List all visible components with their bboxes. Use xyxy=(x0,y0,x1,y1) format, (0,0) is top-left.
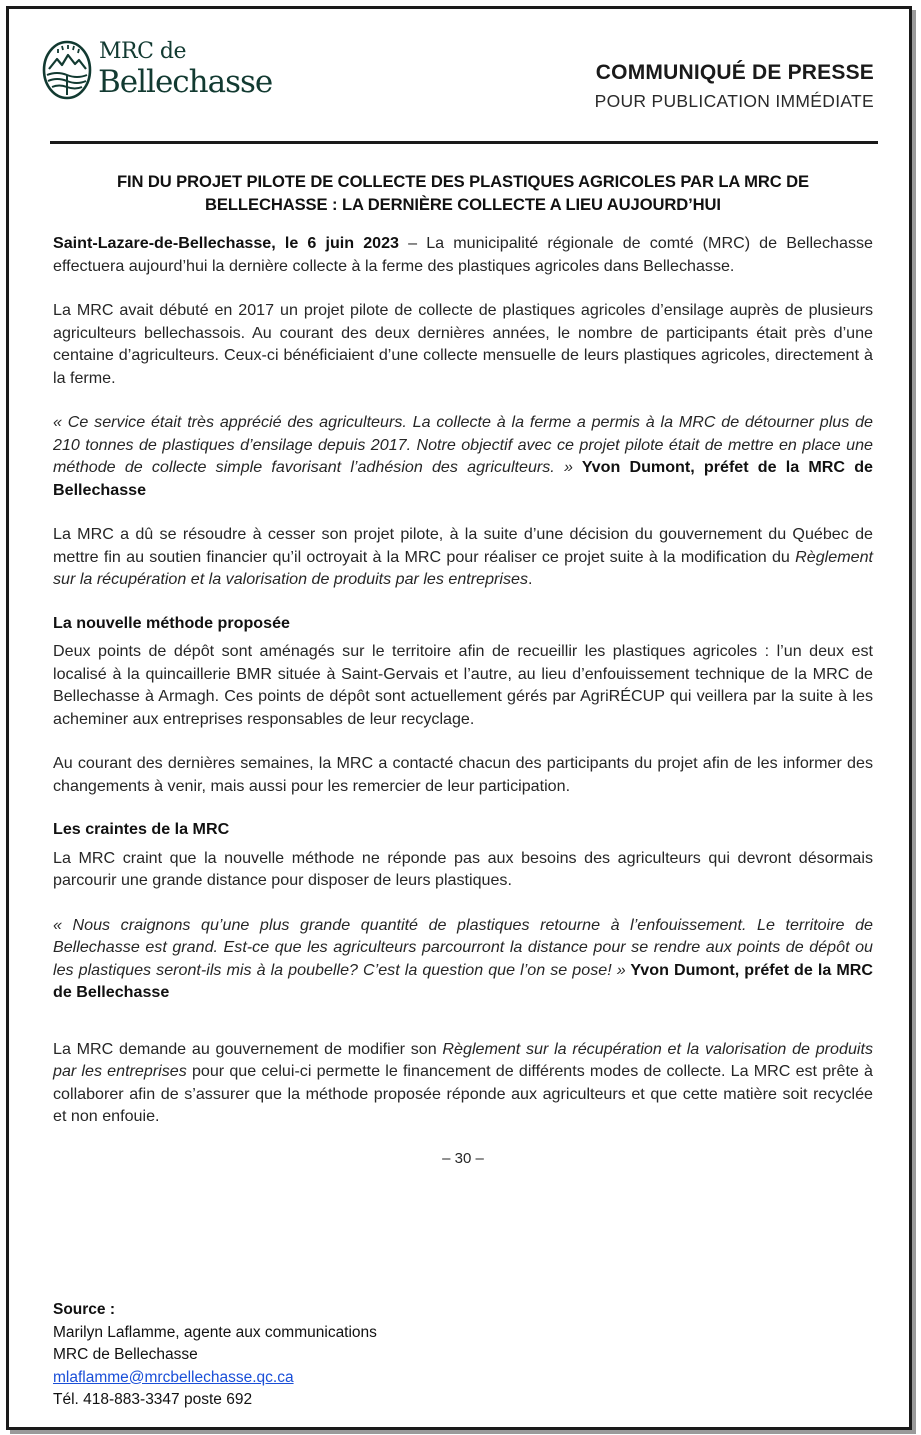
paragraph-participants: Au courant des dernières semaines, la MRC a contacté chacun des participants du projet afin de les informer des changements à venir, mais aussi pour les remercier de leur participation. xyxy=(53,754,873,795)
quote-prefet-1 xyxy=(53,411,873,501)
source-block xyxy=(53,1299,377,1412)
source-name: Marilyn Laflamme, agente aux communications xyxy=(53,1323,377,1341)
request-text: La MRC demande au gouvernement de modifier son xyxy=(53,1039,443,1058)
paragraph-request xyxy=(53,1038,873,1128)
paragraph-decision xyxy=(53,523,873,591)
source-phone: Tél. 418-883-3347 poste 692 xyxy=(53,1391,253,1408)
source-label: Source : xyxy=(53,1301,116,1318)
paragraph-fears: La MRC craint que la nouvelle méthode ne réponde pas aux besoins des agriculteurs qui devront désormais parcourir une grande distance pour disposer de leurs plastiques. xyxy=(53,848,873,889)
headline-line2: BELLECHASSE : LA DERNIÈRE COLLECTE A LIEU AUJOURD’HUI xyxy=(205,195,721,214)
press-release-body xyxy=(53,170,873,1170)
source-org: MRC de Bellechasse xyxy=(53,1346,198,1363)
decision-text: La MRC a dû se résoudre à cesser son projet pilote, à la suite d’une décision du gouvernement du Québec de mettre fin au soutien financier qu’il octroyait à la MRC pour réaliser ce projet suite à la modification du xyxy=(53,525,873,566)
mrc-emblem-icon xyxy=(41,39,93,101)
header-divider xyxy=(50,141,878,144)
headline-line1: FIN DU PROJET PILOTE DE COLLECTE DES PLASTIQUES AGRICOLES PAR LA MRC DE xyxy=(116,172,810,191)
quote-text: « Ce service était très apprécié des agriculteurs. La collecte à la ferme a permis à la MRC de détourner plus de 210 tonnes de plastiques d’ensilage depuis 2017. Notre objectif avec ce projet pilote était de mettre en place une méthode de collecte simple favorisant l’adhésion des agriculteurs. » xyxy=(53,413,873,476)
headline xyxy=(53,170,873,216)
dateline: Saint-Lazare-de-Bellechasse, le 6 juin 2023 xyxy=(53,234,400,252)
regulation-title: Règlement sur la récupération et la valorisation de produits par les entreprises xyxy=(53,547,873,588)
press-title: COMMUNIQUÉ DE PRESSE xyxy=(595,61,874,84)
intro-text: – La municipalité régionale de comté (MRC) de Bellechasse effectuera aujourd’hui la dernière collecte à la ferme des plastiques agricoles dans Bellechasse. xyxy=(53,234,873,275)
spacer xyxy=(53,1026,873,1038)
quote-text: « Nous craignons qu’une plus grande quantité de plastiques retourne à l’enfouissement. Le territoire de Bellechasse est grand. Est-ce que les agriculteurs parcourront la distance pour se rendre aux points de dépôt ou les plastiques seront-ils mis à la poubelle? C’est la question que l’on se pose! » xyxy=(53,915,873,979)
section-heading-method: La nouvelle méthode proposée xyxy=(53,613,290,632)
paragraph-drop-points: Deux points de dépôt sont aménagés sur le territoire afin de recueillir les plastiques agricoles : l’un deux est localisé à la quincaillerie BMR située à Saint-Gervais et l’autre, au lieu d’enfouissement technique de la MRC de Bellechasse à Armagh. Ces points de dépôt sont actuellement gérés par AgriRÉCUP qui veillera par la suite à les acheminer aux entreprises responsables de leur recyclage. xyxy=(53,642,873,728)
decision-text-end: . xyxy=(528,570,533,588)
press-header xyxy=(595,61,874,112)
section-heading-fears: Les craintes de la MRC xyxy=(53,820,230,838)
request-text-end: pour que celui-ci permette le financement de différents modes de collecte. La MRC est prête à collaborer afin de s’assurer que la méthode proposée réponde aux agriculteurs et que cette matière soit recyclée et non enfouie. xyxy=(53,1062,873,1125)
quote-attribution: Yvon Dumont, préfet de la MRC de Bellechasse xyxy=(53,458,874,499)
quote-prefet-2 xyxy=(53,914,873,1004)
end-mark: – 30 – xyxy=(442,1149,484,1167)
mrc-logo xyxy=(41,37,281,107)
logo-text-line1: MRC de xyxy=(99,39,187,64)
press-subtitle: POUR PUBLICATION IMMÉDIATE xyxy=(594,91,874,111)
source-email-link[interactable]: mlaflamme@mrcbellechasse.qc.ca xyxy=(53,1368,294,1386)
quote-attribution: Yvon Dumont, préfet de la MRC de Bellechasse xyxy=(53,960,873,1001)
paragraph-background: La MRC avait débuté en 2017 un projet pilote de collecte de plastiques agricoles d’ensilage auprès de plusieurs agriculteurs bellechassois. Au courant des deux dernières années, le nombre de participants était près d’une centaine d’agriculteurs. Ceux-ci bénéficiaient d’une collecte mensuelle de leurs plastiques agricoles, directement à la ferme. xyxy=(53,301,873,387)
regulation-title: Règlement sur la récupération et la valorisation de produits par les entreprises xyxy=(53,1039,873,1080)
logo-text-line2: Bellechasse xyxy=(98,64,273,100)
paragraph-intro xyxy=(53,232,873,277)
